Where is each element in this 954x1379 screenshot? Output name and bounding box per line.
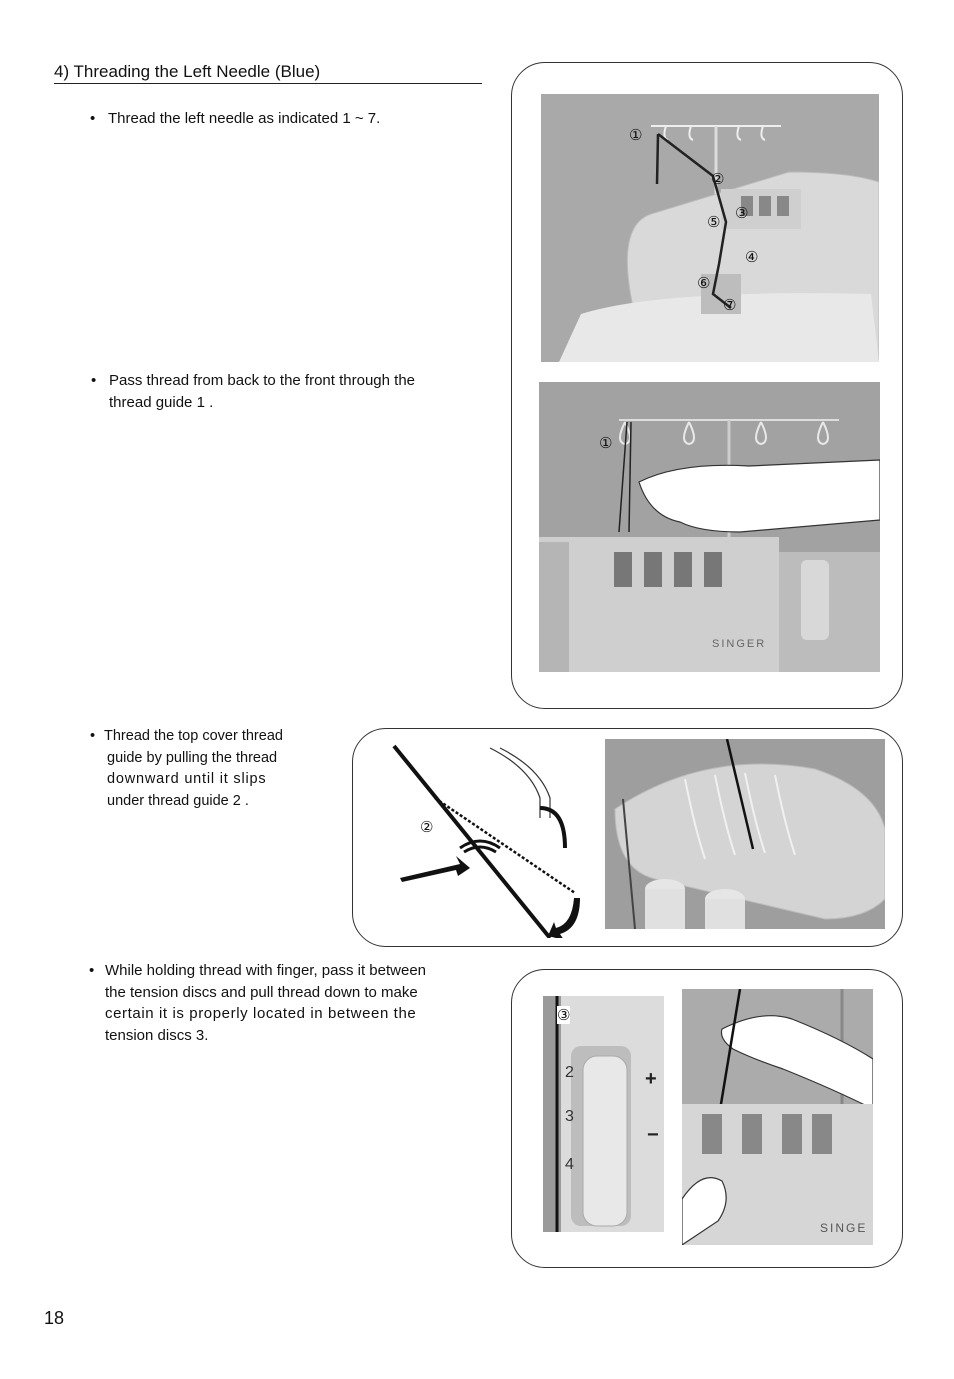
cover-guide-illustration	[605, 739, 885, 929]
tension-dial-photo	[543, 996, 664, 1232]
tension-dial-illustration	[543, 996, 664, 1232]
marker-5: ⑤	[707, 213, 721, 231]
guide1-illustration	[539, 382, 880, 672]
bullet: •	[91, 372, 97, 389]
marker-1: ①	[629, 126, 643, 144]
guide2-illustration	[380, 738, 600, 938]
bullet: •	[90, 110, 96, 127]
tension-hand-illustration	[682, 989, 873, 1245]
guide1-marker: ①	[599, 434, 613, 452]
step-1-text: • Thread the left needle as indicated 1 ~ 7.	[108, 108, 488, 130]
tension-marker: ③	[557, 1006, 571, 1024]
step-3-text: • Thread the top cover thread guide by pulling the thread downward until it slips under thread guide 2 .	[90, 728, 283, 809]
dial-plus: +	[645, 1068, 657, 1090]
brand-label: SINGER	[712, 638, 767, 650]
dial-minus: −	[647, 1124, 659, 1146]
marker-3: ③	[735, 204, 749, 222]
step-4-text: • While holding thread with finger, pass it between the tension discs and pull thread down to make certain it is properly located in between the tension discs 3.	[89, 962, 427, 1044]
guide2-marker: ②	[420, 818, 434, 836]
marker-6: ⑥	[697, 274, 711, 292]
dial-number: 4	[565, 1156, 574, 1173]
guide1-photo	[539, 382, 880, 672]
cover-guide-photo	[605, 739, 885, 929]
section-title: 4) Threading the Left Needle (Blue)	[54, 62, 482, 84]
dial-number: 2	[565, 1064, 574, 1081]
marker-7: ⑦	[723, 296, 737, 314]
step-2-text: • Pass thread from back to the front through the thread guide 1 .	[91, 372, 416, 411]
marker-4: ④	[745, 248, 759, 266]
marker-2: ②	[711, 170, 725, 188]
overview-photo	[541, 94, 879, 362]
tension-hand-photo	[682, 989, 873, 1245]
page-number: 18	[44, 1308, 65, 1328]
bullet: •	[90, 728, 96, 744]
guide2-diagram	[380, 738, 600, 938]
bullet: •	[89, 962, 95, 979]
dial-number: 3	[565, 1108, 574, 1125]
brand-label-cropped: SINGE	[820, 1221, 868, 1235]
